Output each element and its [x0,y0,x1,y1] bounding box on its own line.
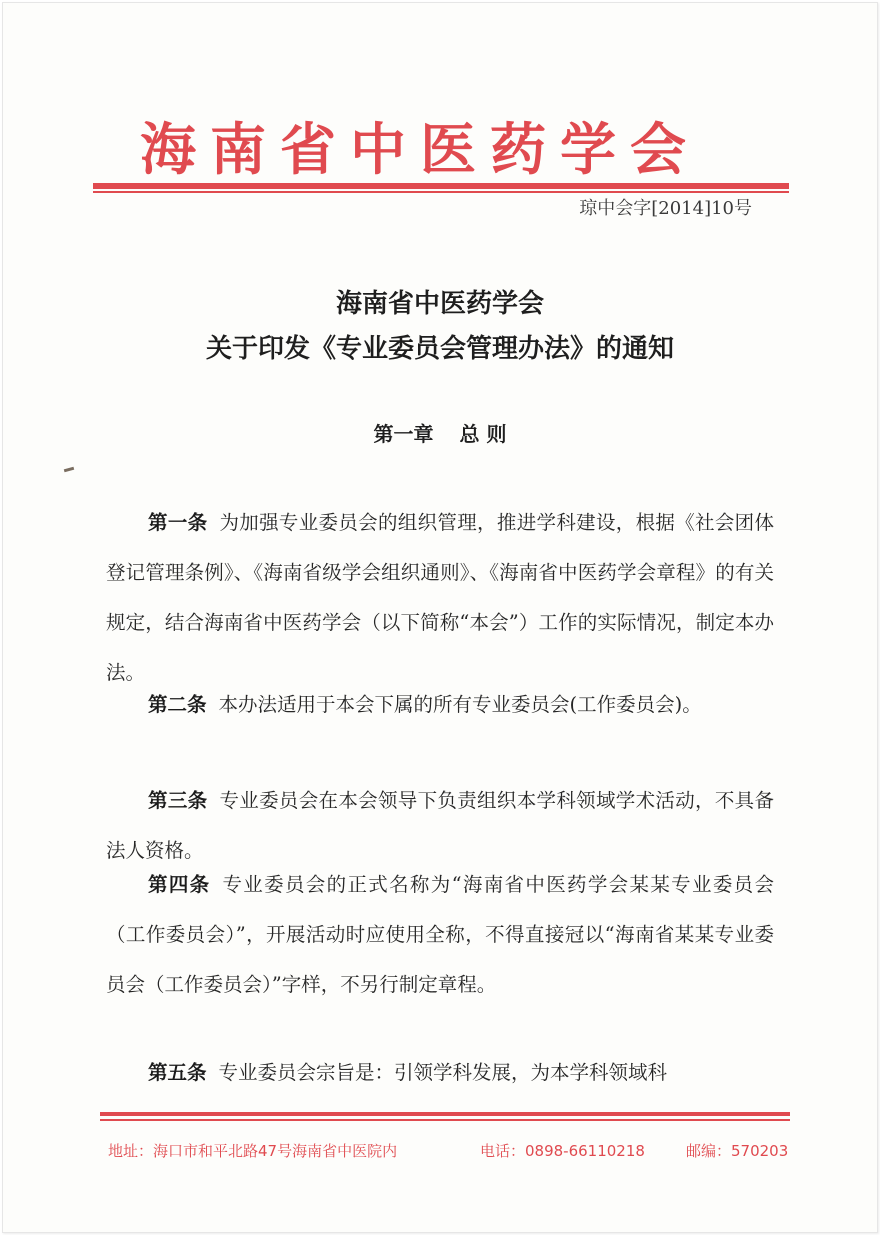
article-label: 第二条 [148,693,207,716]
footer-phone: 电话：0898-66110218 [480,1142,645,1160]
chapter-number: 第一章 [373,422,434,446]
footer-rule-thick [100,1112,790,1116]
letterhead-footer [108,1140,788,1161]
footer-rule-thin [100,1119,790,1121]
article-label: 第一条 [148,511,208,534]
article-1 [106,498,774,698]
letterhead-org-name: 海南省中医药学会 [140,117,700,183]
article-label: 第五条 [148,1061,207,1084]
article-text: 专业委员会的正式名称为“海南省中医药学会某某专业委员会（工作委员会）”，开展活动时应使用全称，不得直接冠以“海南省某某专业委员会（工作委员会）”字样，不另行制定章程。 [106,873,774,996]
chapter-name: 总 则 [459,422,507,446]
article-text: 本办法适用于本会下属的所有专业委员会(工作委员会)。 [218,693,702,716]
footer-postcode: 邮编：570203 [686,1142,789,1160]
article-text: 专业委员会在本会领导下负责组织本学科领域学术活动，不具备法人资格。 [106,789,774,862]
article-5 [106,1048,774,1098]
article-text: 为加强专业委员会的组织管理，推进学科建设，根据《社会团体登记管理条例》、《海南省级学会组织通则》、《海南省中医药学会章程》的有关规定，结合海南省中医药学会（以下简称“本会”）工作的实际情况，制定本办法。 [106,511,774,684]
footer-address: 地址：海口市和平北路47号海南省中医院内 [108,1142,398,1160]
document-number: 琼中会字[2014]10号 [579,198,752,219]
letterhead-top-rule-thin [93,191,789,193]
article-text: 专业委员会宗旨是：引领学科发展，为本学科领域科 [218,1061,668,1084]
notice-title-line2: 关于印发《专业委员会管理办法》的通知 [205,334,674,364]
article-2 [106,680,774,730]
article-label: 第三条 [148,789,208,812]
chapter-heading [0,418,880,447]
article-4 [106,860,774,1010]
article-label: 第四条 [148,873,211,896]
notice-title-line1: 海南省中医药学会 [335,289,544,319]
letterhead-top-rule-thick [93,183,789,189]
